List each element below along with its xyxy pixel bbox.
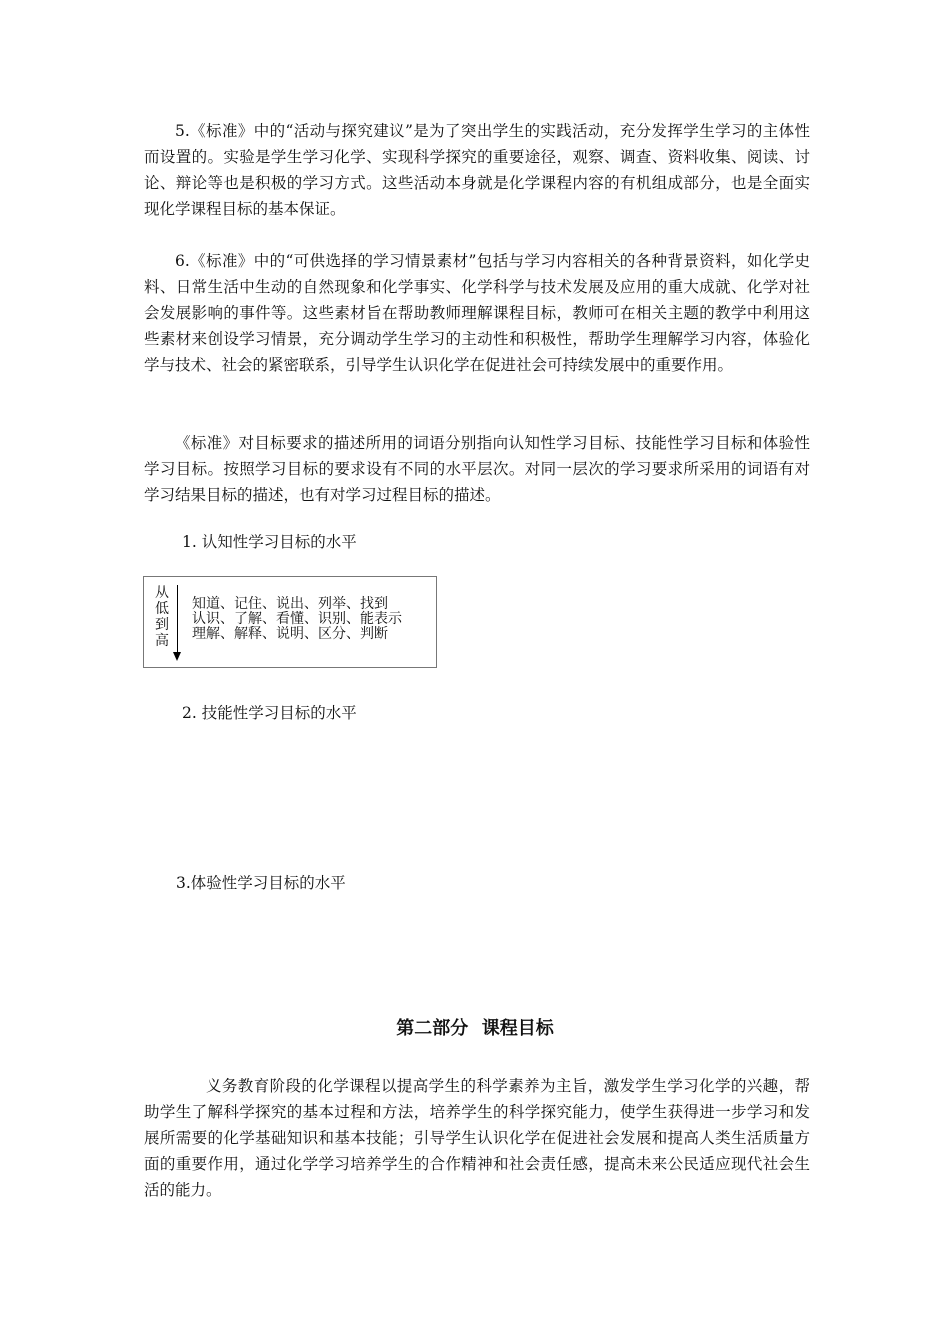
heading-experiential-goals: 3.体验性学习目标的水平 xyxy=(176,874,346,892)
section-title: 第二部分 课程目标 xyxy=(396,1018,554,1039)
verb-row: 认识、了解、看懂、识别、能表示 xyxy=(192,611,402,627)
verb-row: 理解、解释、说明、区分、判断 xyxy=(192,626,388,642)
heading-skill-goals: 2. 技能性学习目标的水平 xyxy=(182,704,357,722)
vertical-label-char: 从 xyxy=(155,585,169,601)
paragraph-course-goals: 义务教育阶段的化学课程以提高学生的科学素养为主旨，激发学生学习化学的兴趣，帮助学生了解科学探究的基本过程和方法，培养学生的科学探究能力，使学生获得进一步学习和发展所需要的化学基础知识和基本技能；引导学生认识化学在促进社会发展和提高人类生活质量方面的重要作用，通过化学学习培养学生的合作精神和社会责任感，提高未来公民适应现代社会生活的能力。 xyxy=(144,1077,810,1199)
down-arrow-icon xyxy=(173,652,181,661)
cognitive-levels-figure xyxy=(143,576,437,668)
low-to-high-label xyxy=(154,585,170,649)
down-arrow-line xyxy=(177,585,178,653)
paragraph-situation-materials: 6.《标准》中的“可供选择的学习情景素材”包括与学习内容相关的各种背景资料，如化学史料、日常生活中生动的自然现象和化学事实、化学科学与技术发展及应用的重大成就、化学对社会发展影响的事件等。这些素材旨在帮助教师理解课程目标，教师可在相关主题的教学中利用这些素材来创设学习情景，充分调动学生学习的主动性和积极性，帮助学生理解学习内容，体验化学与技术、社会的紧密联系，引导学生认识化学在促进社会可持续发展中的重要作用。 xyxy=(144,252,810,374)
paragraph-goal-levels: 《标准》对目标要求的描述所用的词语分别指向认知性学习目标、技能性学习目标和体验性学习目标。按照学习目标的要求设有不同的水平层次。对同一层次的学习要求所采用的词语有对学习结果目标的描述，也有对学习过程目标的描述。 xyxy=(144,434,810,504)
heading-cognitive-goals: 1. 认知性学习目标的水平 xyxy=(182,533,357,551)
paragraph-activity-suggestions: 5.《标准》中的“活动与探究建议”是为了突出学生的实践活动，充分发挥学生学习的主体性而设置的。实验是学生学习化学、实现科学探究的重要途径，观察、调查、资料收集、阅读、讨论、辩论等也是积极的学习方式。这些活动本身就是化学课程内容的有机组成部分，也是全面实现化学课程目标的基本保证。 xyxy=(144,122,810,218)
verb-row: 知道、记住、说出、列举、找到 xyxy=(192,596,388,612)
vertical-label-char: 低 xyxy=(155,601,169,617)
vertical-label-char: 高 xyxy=(155,633,169,649)
vertical-label-char: 到 xyxy=(155,617,169,633)
